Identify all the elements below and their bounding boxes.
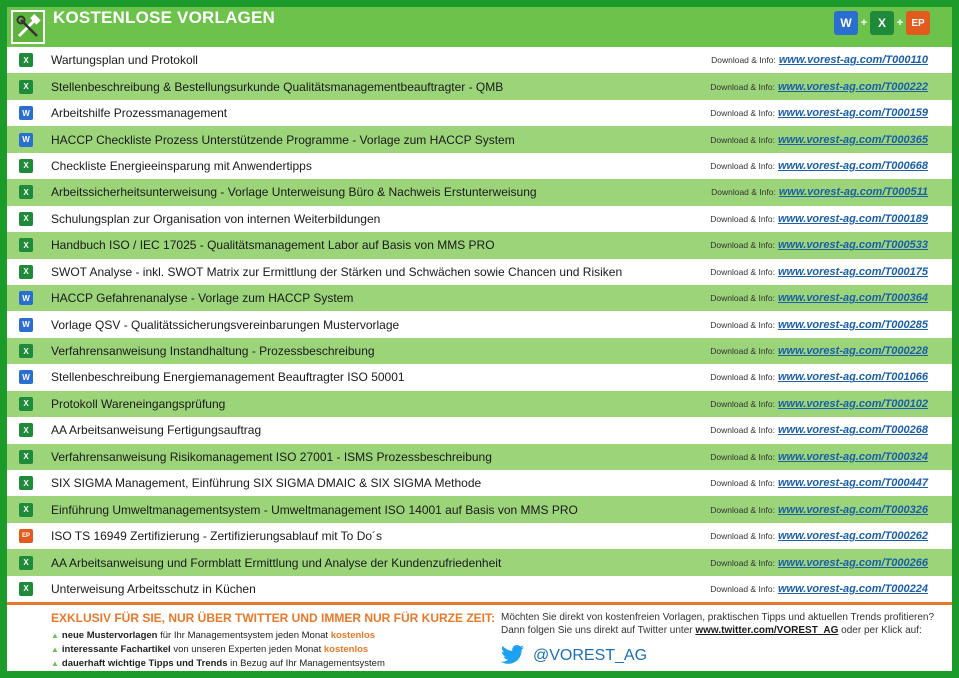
word-file-icon: W — [19, 291, 33, 305]
bullet-text: für Ihr Managementsystem jeden Monat — [157, 630, 331, 641]
ep-icon: EP — [906, 11, 930, 35]
excel-file-icon: X — [19, 556, 33, 570]
footer-right-line2 — [501, 624, 934, 637]
bullet-accent: kostenlos — [323, 644, 369, 655]
table-row — [7, 391, 952, 417]
download-info — [710, 107, 928, 119]
header-bar — [7, 7, 952, 47]
excel-icon: X — [870, 11, 894, 35]
template-link[interactable]: www.vorest-ag.com/T000189 — [778, 212, 928, 225]
template-link[interactable]: www.vorest-ag.com/T000324 — [778, 450, 928, 463]
template-title: Arbeitssicherheitsunterweisung - Vorlage Unterweisung Büro & Nachweis Erstunterweisung — [51, 185, 537, 200]
table-row — [7, 153, 952, 179]
template-link[interactable]: www.vorest-ag.com/T000222 — [778, 80, 928, 93]
template-title: ISO TS 16949 Zertifizierung - Zertifizierungsablauf mit To Do´s — [51, 529, 383, 544]
template-title: Arbeitshilfe Prozessmanagement — [51, 106, 228, 121]
download-label: Download & Info: — [710, 293, 775, 304]
template-title: Vorlage QSV - Qualitätssicherungsvereinbarungen Mustervorlage — [51, 317, 400, 332]
app-icons — [834, 11, 930, 35]
template-title: HACCP Gefahrenanalyse - Vorlage zum HACCP System — [51, 291, 354, 306]
template-link[interactable]: www.vorest-ag.com/T000365 — [778, 133, 928, 146]
template-title: Stellenbeschreibung & Bestellungsurkunde Qualitätsmanagementbeauftragter - QMB — [51, 79, 504, 94]
table-row — [7, 470, 952, 496]
template-title: Verfahrensanweisung Instandhaltung - Prozessbeschreibung — [51, 344, 375, 359]
excel-file-icon: X — [19, 397, 33, 411]
download-info — [710, 504, 928, 516]
excel-file-icon: X — [19, 185, 33, 199]
word-file-icon: W — [19, 133, 33, 147]
template-link[interactable]: www.vorest-ag.com/T000364 — [778, 292, 928, 305]
download-info — [710, 266, 928, 278]
twitter-url-link[interactable]: www.twitter.com/VOREST_AG — [695, 625, 839, 636]
excel-file-icon: X — [19, 423, 33, 437]
table-row — [7, 126, 952, 152]
download-label: Download & Info: — [710, 425, 775, 436]
download-label: Download & Info: — [710, 319, 775, 330]
template-link[interactable]: www.vorest-ag.com/T000533 — [778, 239, 928, 252]
footer-bullet-list — [51, 629, 385, 671]
template-title: Checkliste Energieeinsparung mit Anwendertipps — [51, 158, 312, 173]
template-list — [7, 47, 952, 602]
template-link[interactable]: www.vorest-ag.com/T000175 — [778, 265, 928, 278]
download-info — [710, 160, 928, 172]
template-title: Schulungsplan zur Organisation von internen Weiterbildungen — [51, 211, 381, 226]
template-title: SWOT Analyse - inkl. SWOT Matrix zur Ermittlung der Stärken und Schwächen sowie Chancen und Risiken — [51, 264, 623, 279]
footer-right-text — [501, 611, 934, 637]
table-row — [7, 73, 952, 99]
bullet-text: in Bezug auf Ihr Managementsystem — [227, 658, 385, 669]
twitter-bird-icon — [501, 645, 525, 667]
excel-file-icon: X — [19, 159, 33, 173]
arrow-icon: ▲ — [51, 659, 59, 668]
bullet-bold: dauerhaft wichtige Tipps und Trends — [61, 658, 228, 669]
footer-right-line1: Möchten Sie direkt von kostenfreien Vorlagen, praktischen Tipps und aktuellen Trends profitieren? — [501, 612, 935, 623]
table-row — [7, 364, 952, 390]
content-panel — [7, 7, 952, 671]
download-label: Download & Info: — [710, 240, 775, 251]
template-title: Verfahrensanweisung Risikomanagement ISO 27001 - ISMS Prozessbeschreibung — [51, 449, 492, 464]
table-row — [7, 417, 952, 443]
table-row — [7, 47, 952, 73]
bullet-accent: kostenlos — [330, 630, 376, 641]
download-info — [710, 213, 928, 225]
bullet-text: von unseren Experten jeden Monat — [170, 644, 324, 655]
download-label: Download & Info: — [710, 583, 775, 594]
download-info — [710, 477, 928, 489]
download-label: Download & Info: — [710, 478, 775, 489]
download-label: Download & Info: — [710, 213, 775, 224]
table-row — [7, 338, 952, 364]
download-info — [710, 451, 928, 463]
download-label: Download & Info: — [710, 531, 775, 542]
bullet-bold: neue Mustervorlagen — [61, 630, 158, 641]
template-title: Stellenbeschreibung Energiemanagement Beauftragter ISO 50001 — [51, 370, 405, 385]
arrow-icon: ▲ — [51, 645, 59, 654]
twitter-footer — [7, 602, 952, 671]
excel-file-icon: X — [19, 212, 33, 226]
download-info — [710, 557, 928, 569]
template-title: SIX SIGMA Management, Einführung SIX SIGMA DMAIC & SIX SIGMA Methode — [51, 476, 482, 491]
excel-file-icon: X — [19, 53, 33, 67]
download-info — [710, 424, 928, 436]
excel-file-icon: X — [19, 582, 33, 596]
table-row — [7, 259, 952, 285]
table-row — [7, 206, 952, 232]
table-row — [7, 100, 952, 126]
excel-file-icon: X — [19, 265, 33, 279]
template-link[interactable]: www.vorest-ag.com/T000285 — [778, 318, 928, 331]
download-label: Download & Info: — [711, 55, 776, 66]
template-link[interactable]: www.vorest-ag.com/T000262 — [778, 530, 928, 543]
template-title: Protokoll Wareneingangsprüfung — [51, 396, 226, 411]
template-title: AA Arbeitsanweisung und Formblatt Ermittlung und Analyse der Kundenzufriedenheit — [51, 555, 502, 570]
table-row — [7, 549, 952, 575]
download-info — [710, 134, 928, 146]
word-icon: W — [834, 11, 858, 35]
template-link[interactable]: www.vorest-ag.com/T000102 — [778, 397, 928, 410]
template-link[interactable]: www.vorest-ag.com/T000447 — [778, 477, 928, 490]
template-title: Einführung Umweltmanagementsystem - Umweltmanagement ISO 14001 auf Basis von MMS PRO — [51, 502, 578, 517]
download-info — [710, 319, 928, 331]
download-label: Download & Info: — [710, 160, 775, 171]
table-row — [7, 311, 952, 337]
download-info — [711, 54, 928, 66]
footer-bullet — [51, 643, 385, 657]
template-title: Unterweisung Arbeitsschutz in Küchen — [51, 581, 256, 596]
template-link[interactable]: www.vorest-ag.com/T000110 — [778, 54, 928, 67]
download-label: Download & Info: — [710, 134, 775, 145]
bullet-bold: interessante Fachartikel — [61, 644, 171, 655]
table-row — [7, 285, 952, 311]
download-label: Download & Info: — [710, 398, 775, 409]
template-link[interactable]: www.vorest-ag.com/T000266 — [778, 556, 928, 569]
download-label: Download & Info: — [710, 451, 775, 462]
template-link[interactable]: www.vorest-ag.com/T001066 — [778, 371, 928, 384]
template-link[interactable]: www.vorest-ag.com/T000224 — [778, 582, 928, 595]
footer-right-pre: Dann folgen Sie uns direkt auf Twitter unter — [501, 625, 696, 636]
excel-file-icon: X — [19, 80, 33, 94]
twitter-handle: @VOREST_AG — [533, 647, 648, 664]
word-file-icon: W — [19, 106, 33, 120]
download-label: Download & Info: — [710, 81, 775, 92]
twitter-follow-button[interactable] — [501, 645, 647, 667]
footer-headline: EXKLUSIV FÜR SIE, NUR ÜBER TWITTER UND IMMER NUR FÜR KURZE ZEIT: — [51, 611, 495, 625]
table-row — [7, 496, 952, 522]
word-file-icon: W — [19, 318, 33, 332]
download-info — [710, 81, 928, 93]
arrow-icon: ▲ — [51, 631, 59, 640]
footer-right-post: oder per Klick auf: — [838, 625, 922, 636]
template-title: HACCP Checkliste Prozess Unterstützende Programme - Vorlage zum HACCP System — [51, 132, 515, 147]
plus-icon: + — [860, 17, 868, 29]
template-link[interactable]: www.vorest-ag.com/T000668 — [778, 159, 928, 172]
footer-bullet — [51, 629, 385, 643]
download-label: Download & Info: — [710, 557, 775, 568]
template-link[interactable]: www.vorest-ag.com/T000326 — [778, 503, 928, 516]
footer-bullet — [51, 657, 385, 671]
word-file-icon: W — [19, 370, 33, 384]
plus-icon: + — [896, 17, 904, 29]
table-row — [7, 576, 952, 602]
table-row — [7, 444, 952, 470]
excel-file-icon: X — [19, 476, 33, 490]
download-info — [710, 371, 928, 383]
template-title: Handbuch ISO / IEC 17025 - Qualitätsmanagement Labor auf Basis von MMS PRO — [51, 238, 495, 253]
download-info — [710, 398, 928, 410]
template-title: Wartungsplan und Protokoll — [51, 53, 198, 68]
excel-file-icon: X — [19, 503, 33, 517]
download-label: Download & Info: — [710, 372, 775, 383]
template-link[interactable]: www.vorest-ag.com/T000159 — [778, 107, 928, 120]
table-row — [7, 232, 952, 258]
excel-file-icon: X — [19, 238, 33, 252]
download-label: Download & Info: — [711, 187, 776, 198]
download-info — [710, 292, 928, 304]
download-label: Download & Info: — [710, 108, 775, 119]
tools-logo-icon — [11, 10, 45, 44]
page-title: KOSTENLOSE VORLAGEN — [53, 8, 275, 27]
template-title: AA Arbeitsanweisung Fertigungsauftrag — [51, 423, 262, 438]
template-link[interactable]: www.vorest-ag.com/T000268 — [778, 424, 928, 437]
excel-file-icon: X — [19, 344, 33, 358]
excel-file-icon: X — [19, 450, 33, 464]
download-label: Download & Info: — [710, 504, 775, 515]
download-info — [710, 530, 928, 542]
ep-file-icon: EP — [19, 529, 33, 543]
template-link[interactable]: www.vorest-ag.com/T000228 — [778, 345, 928, 358]
download-info — [710, 583, 928, 595]
table-row — [7, 179, 952, 205]
download-label: Download & Info: — [710, 266, 775, 277]
template-link[interactable]: www.vorest-ag.com/T000511 — [778, 186, 928, 199]
download-label: Download & Info: — [710, 346, 775, 357]
download-info — [710, 239, 928, 251]
download-info — [711, 186, 928, 198]
table-row — [7, 523, 952, 549]
download-info — [710, 345, 928, 357]
